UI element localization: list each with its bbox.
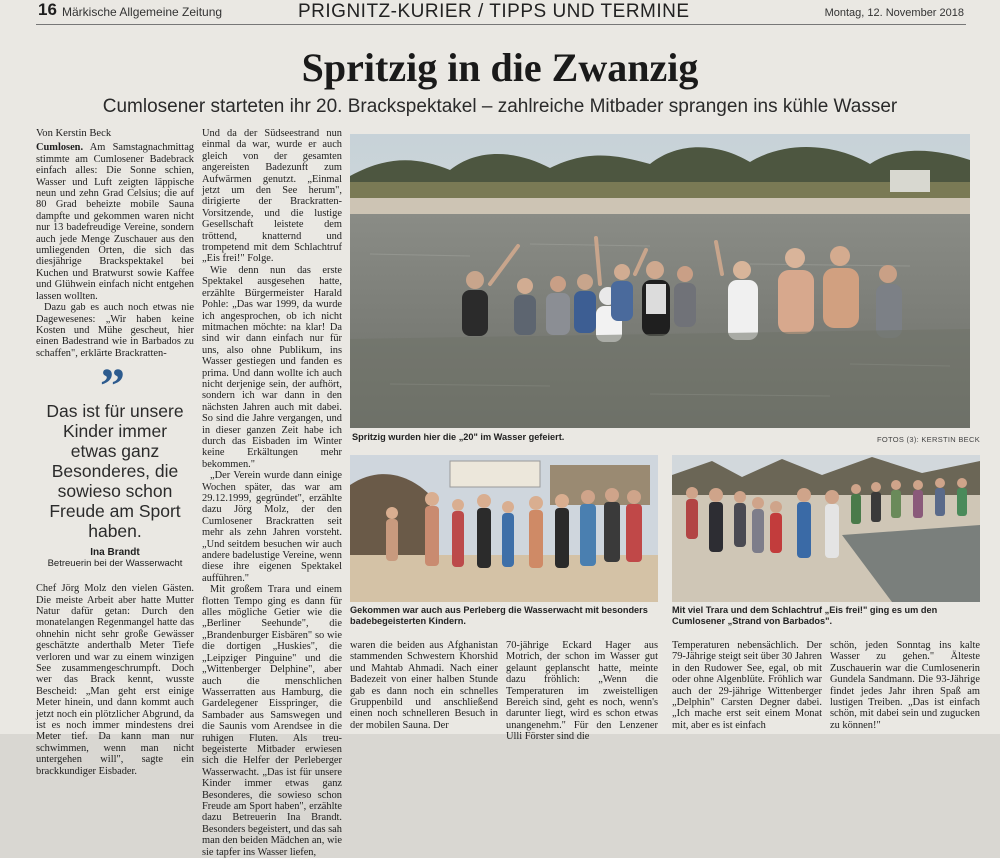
dateline: Cumlosen.	[36, 142, 84, 154]
paper-name: Märkische Allgemeine Zeitung	[62, 5, 223, 19]
paragraph: Temperaturen nebensächlich. Der 79-Jährige steigt seit über 30 Jahren in den Rudower See, egal, ob mit oder ohne Algenblüte. Fröhlich war auch der 29-jährige Wittenberger „Delphin" Carsten Degner dabei. „Ich mache erst seit einem Monat mit, aber es ist einfach	[672, 640, 822, 731]
paragraph: Und da der Südseestrand nun einmal da war, wurde er auch gleich von der gesamten angereisten Badezunft zum Aufwärmen genutzt. „Einmal jetzt um den See herum", dirigierte der Brackratten-Vorsitzende, und die lustige Gesellschaft leistete dem tröttend, knatternd und trompetend mit dem Schlachtruf „Eis frei!" Folge.	[202, 128, 342, 265]
page-number: 16	[38, 0, 57, 19]
photo-wasserwacht-kids	[350, 455, 658, 602]
quote-author-role: Betreuerin bei der Wasserwacht	[47, 558, 183, 570]
paragraph: Wie denn nun das erste Spektakel ausgesehen hatte, erzählte Bürgermeister Harald Pohle: „Das war 1999, da wurde ich angesprochen, ob ich nicht mitmachen möchte: na klar! Da sind wir dann einfach nur für uns, also ohne Publikum, ins Wasser gestiegen und fanden es prima. Und dann wollte ich auch nicht derjenige sein, der aufhört, sondern ich war dann in den nächsten Jahren auch mit dabei. So sind die Jahre vergangen, und in dieser ganzen Zeit habe ich durch das Eisbaden im Winter keine Erkältungen mehr bekommen."	[202, 264, 342, 470]
article-column-5	[672, 640, 822, 734]
section-title: PRIGNITZ-KURIER / TIPPS UND TERMINE	[298, 1, 690, 22]
paragraph: 70-jährige Eckard Hager aus Motrich, der schon im Wasser gut gelaunt geplanscht hatte, meinte dazu fröhlich: „Wenn die Temperaturen im zweistelligen Bereich sind, geht es noch, wenn's darunter liegt, wird es schon etwas unangenehm." Für den Lenzener Ulli Förster sind die	[506, 640, 658, 743]
main-photo-caption: Spritzig wurden hier die „20" im Wasser gefeiert.	[352, 432, 565, 442]
quote-mark-icon: ”	[100, 357, 125, 414]
quote-author: Ina Brandt	[90, 547, 140, 559]
photo-strand-barbados	[672, 455, 980, 602]
article-column-3	[350, 640, 498, 734]
article-column-1	[36, 128, 194, 777]
byline: Von Kerstin Beck	[36, 128, 112, 139]
photo-illustration	[350, 455, 658, 602]
paragraph: waren die beiden aus Afghanistan stammenden Schwestern Khorshid und Mahtab Ahmadi. Nach einer Badezeit von einer halben Stunde gab es dann noch ein schnelles Gruppenbild und anschließend einen noch schnelleren Besuch in der mobilen Sauna. Der	[350, 640, 498, 731]
main-photo-swimmers	[350, 134, 970, 428]
photo-credit: FOTOS (3): KERSTIN BECK	[876, 435, 980, 444]
article-column-6	[830, 640, 980, 734]
article-column-2	[202, 128, 342, 858]
page-header	[0, 0, 1000, 26]
paragraph: Cumlosen. Am Samstagnachmittag stimmte am Cumlosener Badebrack einfach alles: Die Sonne schien, Wasser und Luft zeigten läppische neun und zehn Grad Celsius; die auf 80 Grad beheizte mobile Sauna dampfte und gekommen waren nicht nur 13 badefreudige Vereine, sondern auch jede Menge Zuschauer aus den umliegenden Orten, die sich das diesjährige Brackspektakel bei Kuchen und Bratwurst sowie Kaffee und Glühwein einfach nicht entgehen lassen wollten.	[36, 142, 194, 302]
photo-illustration	[672, 455, 980, 602]
left-photo-caption: Gekommen war auch aus Perleberg die Wasserwacht mit besonders badebegeisterten Kindern.	[350, 605, 648, 626]
paragraph: „Der Verein wurde dann einige Wochen später, das war am 29.12.1999, gegründet", erzählte dazu Jörg Molz, der den Cumlosener Brackratten seit mehr als zehn Jahren vorsteht. „Und seitdem besuchen wir auch andere badelustige Vereine, wenn diese ihre eigenen Spektakel aufführen."	[202, 470, 342, 584]
paragraph: schön, jeden Sonntag ins kalte Wasser zu gehen." Älteste Zuschauerin war die Cumlosenerin Gundela Sandmann. Die 93-Jährige findet jedes Jahr ihren Spaß am lustigen Treiben. „Das ist einfach schön, mit dabei sein und zugucken zu können!"	[830, 640, 980, 731]
right-photo-caption: Mit viel Trara und dem Schlachtruf „Eis frei!" ging es um den Cumlosener „Strand von Barbados".	[672, 605, 938, 626]
paragraph: Dazu gab es auch noch etwas nie Dagewesenes: „Wir haben keine Kosten und Mühe gescheut, hier einen Badestrand wie in Barbados zu schaffen", erklärte Brackratten-	[36, 302, 194, 359]
article-column-4	[506, 640, 658, 743]
header-rule	[36, 24, 966, 25]
pull-quote: Das ist für unsere Kinder immer etwas ganz Besonderes, die sowieso schon Freude am Sport haben.	[46, 401, 184, 542]
subheadline: Cumlosener starteten ihr 20. Brackspektakel – zahlreiche Mitbader sprangen ins kühle Wasser	[102, 96, 898, 117]
issue-date: Montag, 12. November 2018	[824, 7, 964, 19]
headline: Spritzig in die Zwanzig	[301, 45, 699, 90]
paragraph: Mit großem Trara und einem flotten Tempo ging es dann für alles mögliche Getier wie die „Berliner Seehunde", die „Brandenburger Eisbären" so wie die dortigen „Huskies", die „Leipziger Pinguine" und die „Wittenberger Delphine", aber auch die menschlichen Wasserratten aus Hamburg, die Gardelegener Eisspringer, die Sambader aus Samswegen und die Saunis vom Arendsee in die ruhigen Fluten. Als treu-begeisterte Mitbader erwiesen sich die Helfer der Perleberger Wasserwacht. „Das ist für unsere Kinder immer etwas ganz Besonderes, die sowieso schon Freude am Sport haben", erzählte dazu Betreuerin Ina Brandt. Besonders begeistert, und das sah man den beiden Mädchen an, wie sie tapfer ins Wasser liefen,	[202, 584, 342, 858]
photo-illustration	[350, 134, 970, 428]
paragraph: Chef Jörg Molz den vielen Gästen. Die meiste Arbeit aber hatte Mutter Natur dafür getan: Durch den monatelangen Regenmangel hatte das ohnehin nicht sehr große Gewässer geschätzte anderthalb Meter Tiefe verloren und war zu einem winzigen See zusammengeschrumpft. Doch wer das Brack kennt, wusste Bescheid: „Man geht erst einige Meter hinein, und dann kommt auch jetzt noch ein plötzlicher Abgrund, da ist es noch immer mindestens drei Meter tief. Da kann man nur schwimmen, wenn man nicht untergehen will", sagte ein brackkundiger Eisbader.	[36, 583, 194, 777]
